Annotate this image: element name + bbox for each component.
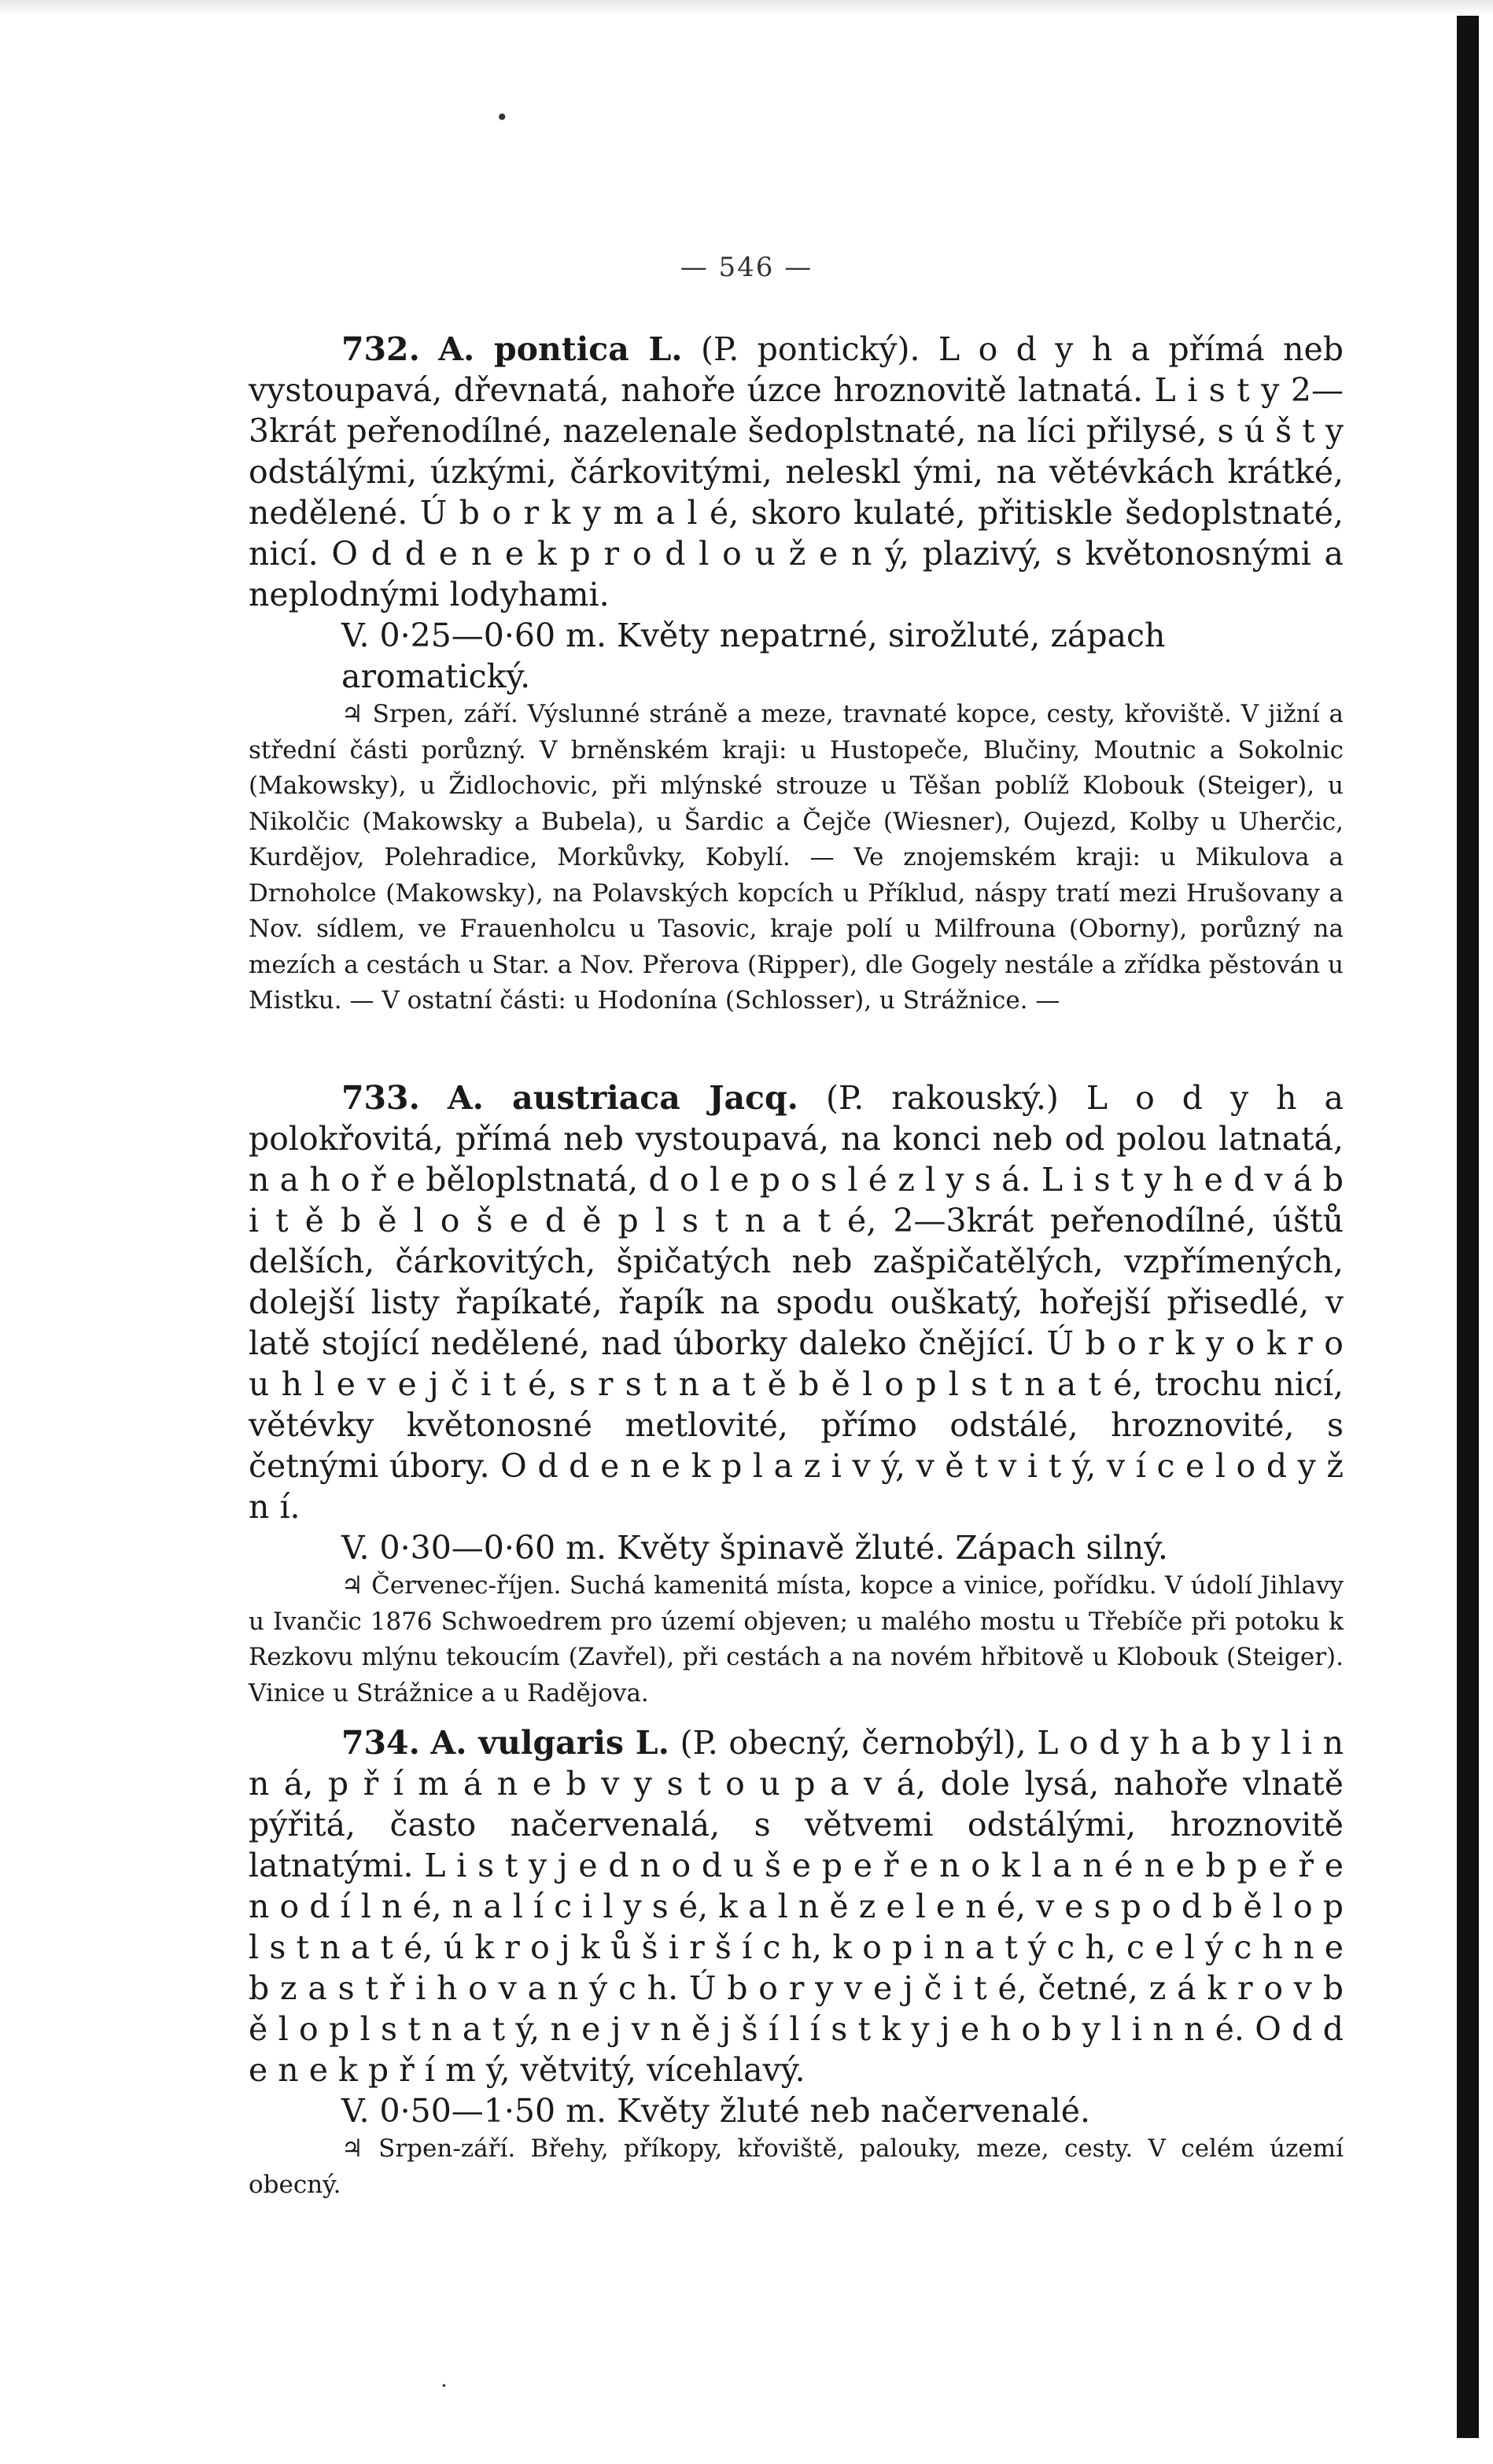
- entry-733-description: [249, 1077, 1344, 1527]
- rhizome-description: O d d e n e k p l a z i v ý, v ě t v i t ý, v í c e l o d y ž n í.: [249, 1447, 1344, 1526]
- habitat-localities: ♃ Srpen, září. Výslunné stráně a meze, travnaté kopce, cesty, křoviště. V jižní a střední části porůzný. V brněnském kraji: u Hustopeče, Blučiny, Moutnic a Sokolnic (Makowsky), u Židlochovic, při mlýnské strouze u Těšan poblíž Klobouk (Steiger), u Nikolčic (Makowsky a Bubela), u Šardic a Čejče (Wiesner), Oujezd, Kolby u Uherčic, Kurdějov, Polehradice, Morkůvky, Kobylí. — Ve znojemském kraji: u Mikulova a Drnoholce (Makowsky), na Polavských kopcích u Příklud, náspy tratí mezi Hrušovany a Nov. sídlem, ve Frauenholcu u Tasovic, kraje polí u Milfrouna (Oborny), porůzný na mezích a cestách u Star. a Nov. Přerova (Ripper), dle Gogely nestále a zřídka pěstován u Mistku. — V ostatní části: u Hodonína (Schlosser), u Strážnice. —: [249, 700, 1344, 1015]
- head-description: Ú b o r y v e j č i t é, četné, z á k r o v b ě l o p l s t n a t ý, n e j v n ě j š í l í s t k y j e h o b y l i n n é.: [249, 1969, 1344, 2048]
- head-description: Ú b o r k y o k r o u h l e v e j č i t é, s r s t n a t ě b ě l o p l s t n a t é, trochu nicí, větévky květonosné metlovité, přímo odstálé, hroznovité, s četnými úbory.: [249, 1324, 1344, 1485]
- stem-description: L o d y h a b y l i n n á, p ř í m á n e b v y s t o u p a v á, dole lysá, nahoře vlnatě pýřitá, často načervenalá, s větvemi odstálými, hroznovitě latnatými.: [249, 1724, 1344, 1884]
- common-name: (P. obecný, černobýl),: [680, 1724, 1027, 1762]
- entry-732-description: [249, 329, 1344, 615]
- latin-name: A. vulgaris L.: [430, 1724, 669, 1762]
- height-flower-line: V. 0·50—1·50 m. Květy žluté neb načervenalé.: [341, 2092, 1090, 2130]
- height-flower-line: V. 0·30—0·60 m. Květy špinavě žluté. Zápach silný.: [341, 1529, 1168, 1567]
- entry-number: 734.: [341, 1724, 420, 1762]
- rhizome-description: O d d e n e k p r o d l o u ž e n ý, plazivý, s květonosnými a neplodnými lodyhami.: [249, 535, 1344, 613]
- page-number: — 546 —: [680, 252, 813, 283]
- scan-top-edge: [0, 0, 1493, 16]
- entry-734: [249, 1722, 1344, 2203]
- leaf-description: L i s t y j e d n o d u š e p e ř e n o k l a n é n e b p e ř e n o d í l n é, n a l í c i l y s é, k a l n ě z e l e n é, v e s p o d b ě l o p l s t n a t é, ú k r o j k ů š i r š í c h, k o p i n a t ý c h, c e l ý c h n e b z a s t ř i h o v a n ý c h.: [249, 1847, 1344, 2007]
- scan-right-edge: [1457, 16, 1479, 2438]
- entry-number: 733.: [341, 1079, 420, 1117]
- leaf-description: L i s t y h e d v á b i t ě b ě l o š e d ě p l s t n a t é, 2—3krát peřenodílné, úštů delších, čárkovitých, špičatých neb zašpičatělých, vzpřímených, dolejší listy řapíkaté, řapík na spodu ouškatý, hořejší přisedlé, v latě stojící nedělené, nad úborky daleko čnějící.: [249, 1161, 1344, 1362]
- entry-733: [249, 1077, 1344, 1711]
- ink-speck: ·: [441, 2373, 448, 2399]
- entry-number: 732.: [341, 330, 420, 368]
- stem-description: L o d y h a polokřovitá, přímá neb vystoupavá, na konci neb od polou latnatá, n a h o ř e běloplstnatá, d o l e p o s l é z l y s á.: [249, 1079, 1344, 1199]
- common-name: (P. pontický).: [700, 330, 920, 368]
- latin-name: A. pontica L.: [438, 330, 683, 368]
- stem-description: L o d y h a přímá neb vystoupavá, dřevnatá, nahoře úzce hroznovitě latnatá.: [249, 330, 1344, 409]
- head-description: Ú b o r k y m a l é, skoro kulaté, přitiskle šedoplstnaté, nicí.: [249, 494, 1344, 573]
- rhizome-description: O d d e n e k p ř í m ý, větvitý, vícehlavý.: [249, 2010, 1344, 2089]
- latin-name: A. austriaca Jacq.: [447, 1079, 798, 1117]
- habitat-localities: ♃ Srpen-září. Břehy, příkopy, křoviště, palouky, meze, cesty. V celém území obecný.: [249, 2134, 1344, 2199]
- common-name: (P. rakouský.): [825, 1079, 1059, 1117]
- entry-734-description: [249, 1722, 1344, 2090]
- entry-732: [249, 329, 1344, 1019]
- height-flower-line: V. 0·25—0·60 m. Květy nepatrné, sirožluté, zápach aromatický.: [341, 617, 1166, 695]
- ink-speck: •: [496, 105, 509, 131]
- leaf-description: L i s t y 2—3krát peřenodílné, nazelenale šedoplstnaté, na líci přilysé, s ú š t y odstálými, úzkými, čárkovitými, neleskl ými, na větévkách krátké, nedělené.: [249, 371, 1344, 532]
- habitat-localities: ♃ Červenec-říjen. Suchá kamenitá místa, kopce a vinice, pořídku. V údolí Jihlavy u Ivančic 1876 Schwoedrem pro území objeven; u malého mostu u Třebíče při potoku k Rezkovu mlýnu tekoucím (Zavřel), při cestách a na novém hřbitově u Klobouk (Steiger). Vinice u Strážnice a u Radějova.: [249, 1571, 1344, 1707]
